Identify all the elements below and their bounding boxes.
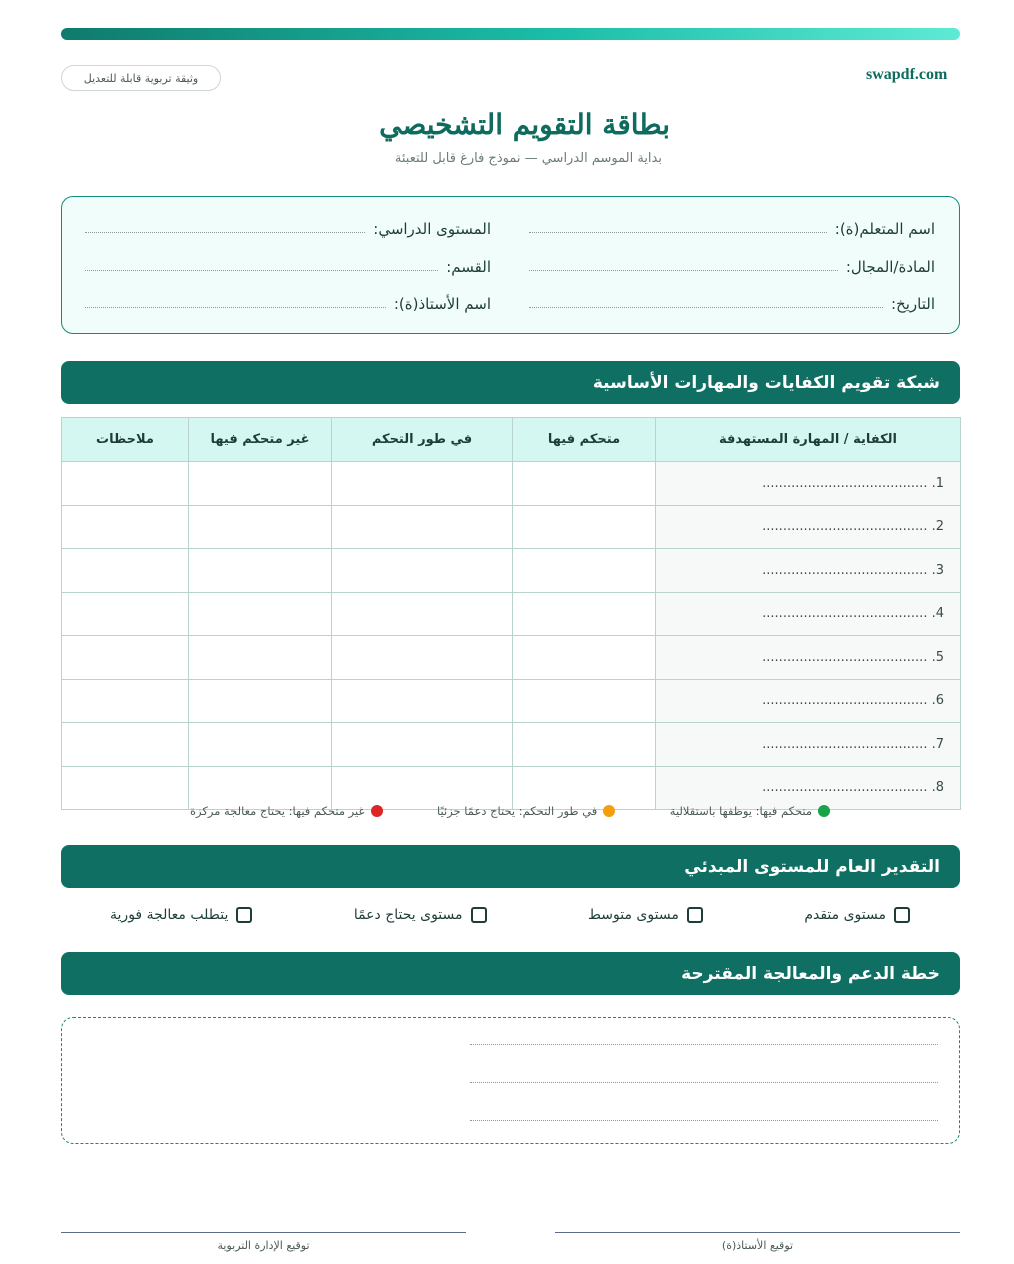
subject-field[interactable]	[529, 253, 935, 277]
table-row	[62, 766, 961, 810]
column-header-not-mastered: غير متحكم فيها	[189, 418, 332, 462]
skill-cell[interactable]: 1. ........................................	[656, 462, 961, 506]
developing-cell[interactable]	[332, 723, 513, 767]
plan-section-header: خطة الدعم والمعالجة المقترحة	[61, 952, 960, 995]
date-line[interactable]	[529, 307, 883, 308]
not-mastered-cell[interactable]	[189, 505, 332, 549]
not-mastered-cell[interactable]	[189, 766, 332, 810]
notes-cell[interactable]	[62, 766, 189, 810]
not-mastered-cell[interactable]	[189, 723, 332, 767]
level-label: المستوى الدراسي:	[373, 220, 491, 238]
notes-cell[interactable]	[62, 505, 189, 549]
green-dot-icon	[818, 805, 830, 817]
checkbox-icon[interactable]	[236, 907, 252, 923]
overall-section-header: التقدير العام للمستوى المبدئي	[61, 845, 960, 888]
developing-cell[interactable]	[332, 679, 513, 723]
checkbox-icon[interactable]	[687, 907, 703, 923]
option-label: مستوى يحتاج دعمًا	[353, 907, 463, 923]
skill-cell[interactable]: 7. ........................................	[656, 723, 961, 767]
checkbox-icon[interactable]	[471, 907, 487, 923]
option-label: يتطلب معالجة فورية	[110, 907, 229, 923]
table-row	[62, 592, 961, 636]
table-row	[62, 723, 961, 767]
table-row	[62, 636, 961, 680]
top-accent-bar	[61, 28, 960, 40]
mastered-cell[interactable]	[513, 505, 656, 549]
red-dot-icon	[371, 805, 383, 817]
option-average[interactable]	[588, 907, 703, 923]
mastered-cell[interactable]	[513, 766, 656, 810]
overall-level-options	[110, 907, 910, 923]
option-needs-support[interactable]	[354, 907, 487, 923]
student-name-field[interactable]	[529, 215, 935, 239]
legend-text: في طور التحكم: يحتاج دعمًا جزئيًا	[437, 804, 598, 818]
option-urgent-remediation[interactable]	[110, 907, 252, 923]
table-row	[62, 505, 961, 549]
developing-cell[interactable]	[332, 592, 513, 636]
legend-item-not-mastered	[190, 804, 383, 818]
skill-cell[interactable]: 4. ........................................	[656, 592, 961, 636]
option-label: مستوى متوسط	[588, 907, 679, 923]
plan-text-area[interactable]	[61, 1017, 960, 1144]
legend-item-mastered	[670, 804, 830, 818]
section-label: القسم:	[446, 258, 491, 276]
not-mastered-cell[interactable]	[189, 636, 332, 680]
competency-grid	[61, 417, 961, 810]
subject-line[interactable]	[529, 270, 838, 271]
plan-line[interactable]	[470, 1044, 938, 1045]
column-header-skill: الكفاية / المهارة المستهدفة	[656, 418, 961, 462]
checkbox-icon[interactable]	[894, 907, 910, 923]
grid-legend	[190, 804, 830, 818]
skill-cell[interactable]: 6. ........................................	[656, 679, 961, 723]
teacher-field[interactable]	[85, 290, 491, 314]
skill-cell[interactable]: 3. ........................................	[656, 549, 961, 593]
not-mastered-cell[interactable]	[189, 549, 332, 593]
level-field[interactable]	[85, 215, 491, 239]
admin-signature-line[interactable]	[61, 1232, 466, 1233]
legend-item-developing	[437, 804, 615, 818]
developing-cell[interactable]	[332, 766, 513, 810]
column-header-mastered: متحكم فيها	[513, 418, 656, 462]
subject-label: المادة/المجال:	[845, 258, 935, 276]
student-name-line[interactable]	[529, 232, 827, 233]
admin-signature-label: توقيع الإدارة التربوية	[217, 1239, 310, 1252]
legend-text: متحكم فيها: يوظفها باستقلالية	[669, 804, 812, 818]
mastered-cell[interactable]	[513, 549, 656, 593]
student-name-label: اسم المتعلم(ة):	[834, 220, 935, 238]
notes-cell[interactable]	[62, 723, 189, 767]
notes-cell[interactable]	[62, 592, 189, 636]
date-field[interactable]	[529, 290, 935, 314]
table-row	[62, 679, 961, 723]
page-title: بطاقة التقويم التشخيصي	[379, 108, 670, 141]
not-mastered-cell[interactable]	[189, 592, 332, 636]
notes-cell[interactable]	[62, 679, 189, 723]
page-subtitle: بداية الموسم الدراسي — نموذج فارغ قابل للتعبئة	[394, 151, 662, 166]
mastered-cell[interactable]	[513, 723, 656, 767]
developing-cell[interactable]	[332, 462, 513, 506]
orange-dot-icon	[603, 805, 615, 817]
mastered-cell[interactable]	[513, 679, 656, 723]
teacher-signature-label: توقيع الأستاذ(ة)	[721, 1239, 794, 1252]
notes-cell[interactable]	[62, 636, 189, 680]
plan-line[interactable]	[470, 1120, 938, 1121]
student-info-box	[61, 196, 960, 334]
developing-cell[interactable]	[332, 505, 513, 549]
developing-cell[interactable]	[332, 636, 513, 680]
not-mastered-cell[interactable]	[189, 679, 332, 723]
plan-line[interactable]	[470, 1082, 938, 1083]
skill-cell[interactable]: 2. ........................................	[656, 505, 961, 549]
section-line[interactable]	[85, 270, 438, 271]
editable-badge: وثيقة تربوية قابلة للتعديل	[61, 65, 221, 91]
skill-cell[interactable]: 5. ........................................	[656, 636, 961, 680]
grid-header-row	[62, 418, 961, 462]
option-advanced[interactable]	[804, 907, 910, 923]
mastered-cell[interactable]	[513, 462, 656, 506]
skill-cell[interactable]: 8. ........................................	[656, 766, 961, 810]
teacher-signature-line[interactable]	[555, 1232, 960, 1233]
date-label: التاريخ:	[891, 295, 935, 313]
mastered-cell[interactable]	[513, 636, 656, 680]
teacher-label: اسم الأستاذ(ة):	[393, 295, 491, 313]
grid-section-header: شبكة تقويم الكفايات والمهارات الأساسية	[61, 361, 960, 404]
option-label: مستوى متقدم	[804, 907, 886, 923]
section-field[interactable]	[85, 253, 491, 277]
developing-cell[interactable]	[332, 549, 513, 593]
column-header-notes: ملاحظات	[62, 418, 189, 462]
brand-logo: swapdf.com	[866, 66, 948, 83]
notes-cell[interactable]	[62, 549, 189, 593]
teacher-line[interactable]	[85, 307, 386, 308]
mastered-cell[interactable]	[513, 592, 656, 636]
table-row	[62, 549, 961, 593]
level-line[interactable]	[85, 232, 365, 233]
table-row	[62, 462, 961, 506]
not-mastered-cell[interactable]	[189, 462, 332, 506]
column-header-developing: في طور التحكم	[332, 418, 513, 462]
legend-text: غير متحكم فيها: يحتاج معالجة مركزة	[190, 804, 365, 818]
notes-cell[interactable]	[62, 462, 189, 506]
